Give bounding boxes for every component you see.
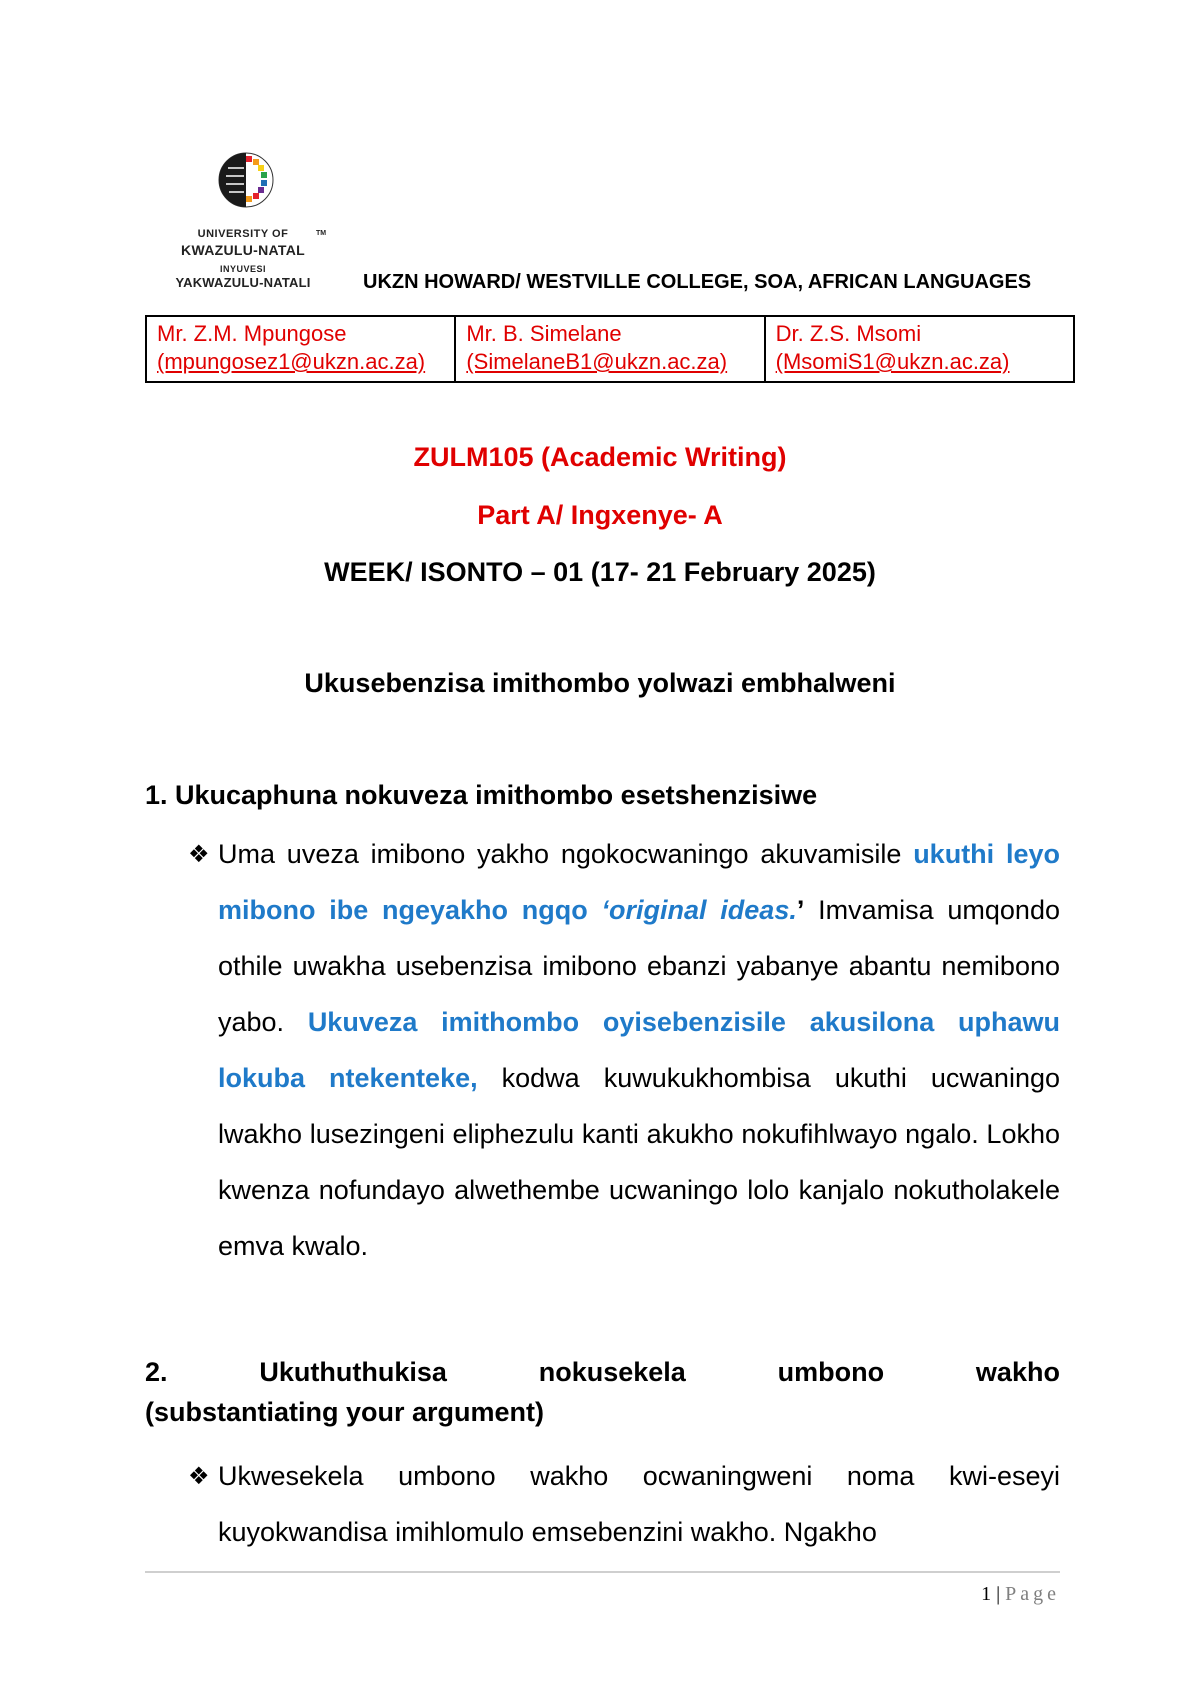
week-title: WEEK/ ISONTO – 01 (17- 21 February 2025) [324,557,876,587]
section-1-heading: 1. Ukucaphuna nokuveza imithombo esetshenzisiwe [145,780,818,810]
heading-word: nokusekela [538,1357,686,1387]
page-footer [981,1583,1060,1606]
contacts-table [145,315,1075,383]
page-number: 1 [981,1583,992,1605]
university-emblem-icon [216,150,276,212]
footer-divider [145,1571,1060,1573]
heading-number: 2. [145,1357,168,1387]
section-2-heading [145,1352,1060,1432]
logo-trademark: TM [316,230,327,237]
heading-word: Ukuthuthukisa [259,1357,447,1387]
heading-word: umbono [777,1357,885,1387]
contact-email-link[interactable]: (MsomiS1@ukzn.ac.za) [775,349,1010,374]
contact-cell [456,317,765,381]
section-2-heading-line-2: (substantiating your argument) [145,1397,545,1427]
contact-cell [766,317,1073,381]
part-title: Part A/ Ingxenye- A [477,500,723,530]
logo-text-line-4: YAKWAZULU-NATALI [175,275,311,290]
logo-text-line-2: KWAZULU-NATAL [181,242,305,258]
contact-name: Mr. Z.M. Mpungose [157,321,347,346]
contact-email-link[interactable]: (mpungosez1@ukzn.ac.za) [157,349,426,374]
paragraph-text: Imvamisa umqondo othile uwakha usebenzisa imibono ebanzi yabanye abantu nemibono yabo. [218,895,1060,1037]
page-label: Page [1005,1583,1060,1605]
heading-word: wakho [975,1357,1060,1387]
contact-email-link[interactable]: (SimelaneB1@ukzn.ac.za) [466,349,728,374]
paragraph-quote-mark: ’ [796,895,805,925]
contact-cell [147,317,456,381]
section-2-heading-line-1 [145,1352,1060,1392]
bullet-diamond-icon: ❖ [188,841,210,868]
logo-text-line-1: UNIVERSITY OF [197,228,289,240]
course-title: ZULM105 (Academic Writing) [413,442,787,472]
topic-title: Ukusebenzisa imithombo yolwazi embhalweni [304,668,896,698]
paragraph-text: Uma uveza imibono yakho ngokocwaningo akuvamisile [218,839,914,869]
section-2-paragraph: Ukwesekela umbono wakho ocwaningweni noma kwi-eseyi kuyokwandisa imihlomulo emsebenzini wakho. Ngakho [218,1461,1060,1547]
paragraph-text: kodwa kuwukukhombisa ukuthi ucwaningo lwakho lusezingeni eliphezulu kanti akukho nokufihlwayo ngalo. Lokho kwenza nofundayo alwethembe ucwaningo lolo kanjalo nokutholakele emva kwalo. [218,1063,1060,1261]
paragraph-highlight: ukuthi leyo mibono ibe ngeyakho ngqo [218,839,1061,925]
contact-name: Mr. B. Simelane [466,321,622,346]
footer-separator: | [996,1583,1001,1605]
college-header: UKZN HOWARD/ WESTVILLE COLLEGE, SOA, AFRICAN LANGUAGES [363,271,1032,293]
section-1-paragraph [218,826,1060,1274]
contact-name: Dr. Z.S. Msomi [775,321,922,346]
paragraph-highlight-italic: ‘original ideas. [601,895,797,925]
bullet-diamond-icon: ❖ [188,1463,210,1490]
logo-text-line-3: INYUVESI [219,264,266,274]
paragraph-highlight: Ukuveza imithombo oyisebenzisile akusilona uphawu lokuba ntekenteke, [218,1007,1060,1093]
university-logo [148,150,338,290]
